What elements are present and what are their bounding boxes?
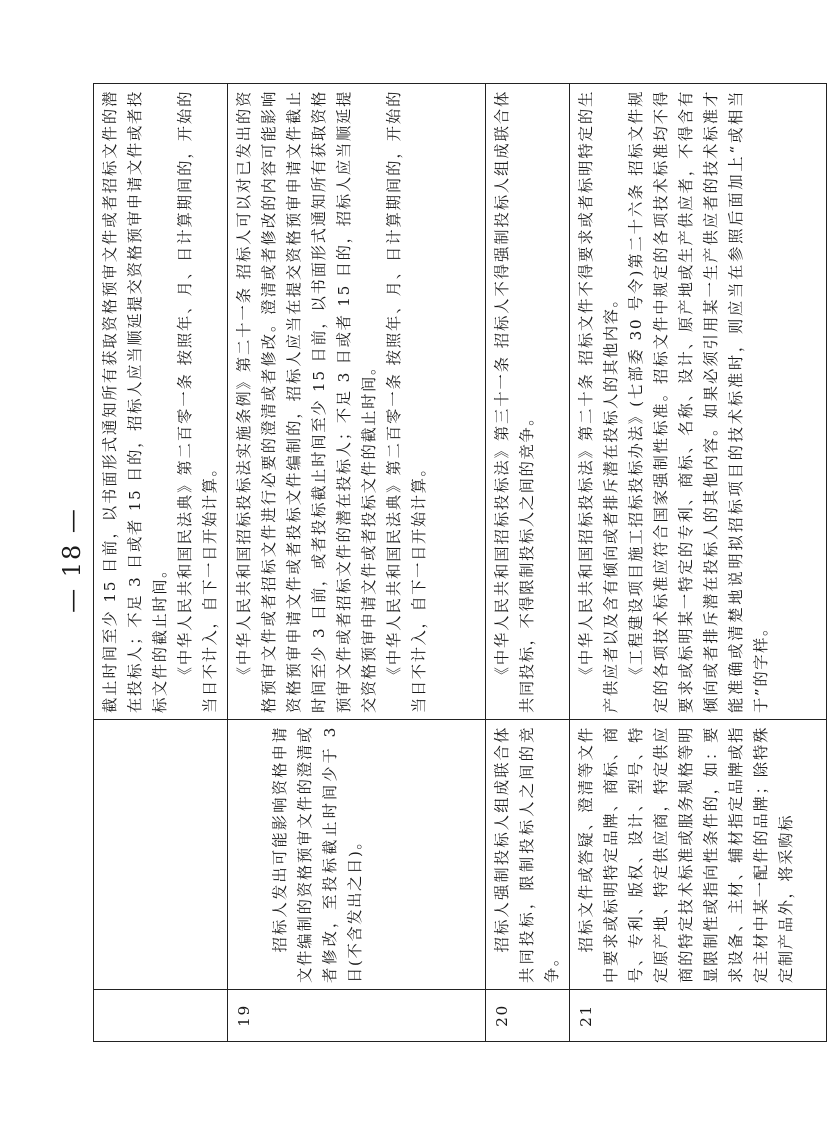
table-row: [570, 84, 827, 1042]
basis-paragraph: 《中华人民共和国民法典》第二百零一条 按照年、月、日计算期间的，开始的当日不计入，自下一日开始计算。: [176, 90, 219, 713]
basis-paragraph: 《中华人民共和国招标投标法》第三十一条 招标人不得强制投标人组成联合体共同投标，不得限制投标人之间的竞争。: [493, 90, 536, 713]
basis-paragraph: 截止时间至少 15 日前，以书面形式通知所有获取资格预审文件或者招标文件的潜在投标人；不足 3 日或者 15 日的，招标人应当顺延提交资格预审申请文件或者投标文件的截止时间。: [101, 90, 169, 713]
table-row: [94, 84, 228, 1042]
issue-text: 招标人发出可能影响资格申请文件编制的资格预审文件的澄清或者修改，至投标截止时间少于 3 日(不含发出之日)。: [271, 726, 364, 983]
basis-cell: [486, 84, 570, 720]
basis-cell: [570, 84, 827, 720]
issue-text: 招标文件或答疑、澄清等文件中要求或标明特定品牌、商标、商号、专利、版权、设计、型号、特定原产地、特定供应商，特定供应商的特定技术标准或服务规格等明显限制性或指向性条件的，如：要求设备、主材、辅材指定品牌或指定主材中某一配件的品牌；除特殊定制产品外，将采购标: [577, 726, 795, 983]
basis-paragraph: 《中华人民共和国招标投标法实施条例》第二十一条 招标人可以对已发出的资格预审文件或者招标文件进行必要的澄清或者修改。澄清或者修改的内容可能影响资格预审申请文件或者投标文件编制的，招标人应当在提交资格预审申请文件截止时间至少 3 日前，或者投标截止时间至少 15 日前，以书面形式通知所有获取资格预审文件或者招标文件的潜在投标人；不足 3 日或者 15 日的，招标人应当顺延提交资格预审申请文件或者投标文件的截止时间。: [235, 90, 378, 713]
basis-cell: [228, 84, 486, 720]
table-row: [228, 84, 486, 1042]
row-number: 19: [228, 990, 486, 1042]
basis-cell: [94, 84, 228, 720]
basis-paragraph: 《中华人民共和国招标投标法》第二十条 招标文件不得要求或者标明特定的生产供应者以及含有倾向或者排斥潜在投标人的其他内容。: [577, 90, 620, 713]
issue-cell: [228, 720, 486, 990]
row-number: 20: [486, 990, 570, 1042]
rotated-table-page: [93, 84, 795, 1042]
page-number: [42, 490, 102, 630]
review-table: [93, 83, 827, 1042]
issue-cell: [486, 720, 570, 990]
row-number: 21: [570, 990, 827, 1042]
issue-cell: [570, 720, 827, 990]
table-row: [486, 84, 570, 1042]
issue-cell: [94, 720, 228, 990]
issue-text: 招标人强制投标人组成联合体共同投标，限制投标人之间的竞争。: [493, 726, 561, 983]
row-number: [94, 990, 228, 1042]
basis-paragraph: 《工程建设项目施工招标投标办法》(七部委 30 号令)第二十六条 招标文件规定的各项技术标准应符合国家强制性标准。招标文件中规定的各项技术标准均不得要求或标明某一特定的专利、商标、名称、设计、原产地或生产供应者，不得含有倾向或者排斥潜在投标人的其他内容。如果必须引用某一生产供应者的技术标准才能准确或清楚地说明拟招标项目的技术标准时，则应当在参照后面加上“或相当于”的字样。: [627, 90, 770, 713]
basis-paragraph: 《中华人民共和国民法典》第二百零一条 按照年、月、日计算期间的，开始的当日不计入，自下一日开始计算。: [385, 90, 428, 713]
page-number-text: — 18 —: [58, 507, 87, 613]
